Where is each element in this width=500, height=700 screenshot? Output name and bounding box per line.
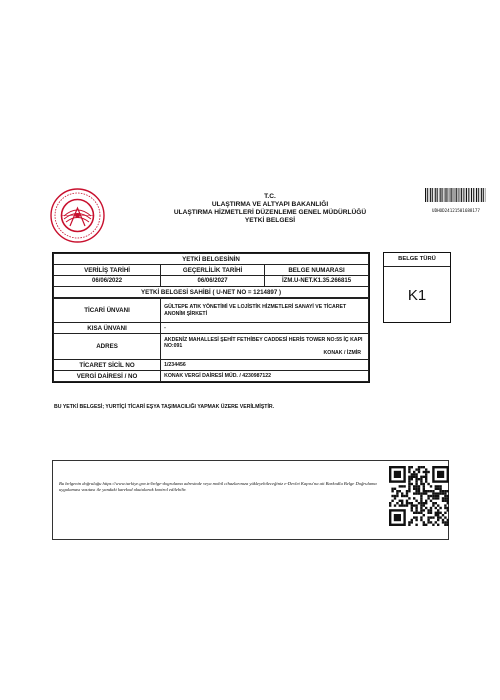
address-value: AKDENİZ MAHALLESİ ŞEHİT FETHİBEY CADDESİ HERİS TOWER NO:55 İÇ KAPI NO:091 (164, 336, 363, 350)
barcode-text: UDHOD24121501688177 (432, 208, 480, 213)
table-title: YETKİ BELGESİNİN (54, 254, 369, 265)
document-type-label: BELGE TÜRÜ (384, 253, 450, 267)
ministry-seal-logo (50, 188, 105, 243)
barcode-bars (425, 188, 487, 202)
header-ministry: ULAŞTIRMA VE ALTYAPI BAKANLIĞI (211, 201, 329, 208)
tax-office-value: KONAK VERGİ DAİRESİ MÜD. / 4230987122 (161, 371, 369, 382)
authorization-note: BU YETKİ BELGESİ; YURTİÇİ TİCARİ EŞYA TAŞIMACILIĞI YAPMAK ÜZERE VERİLMİŞTİR. (54, 404, 275, 410)
col-issue-date-header: VERİLİŞ TARİHİ (54, 265, 161, 276)
trade-name-label: TİCARİ ÜNVANI (54, 299, 161, 323)
short-name-label: KISA ÜNVANI (54, 323, 161, 334)
col-number-header: BELGE NUMARASI (265, 265, 369, 276)
owner-header: YETKİ BELGESİ SAHİBİ ( U-NET NO = 1214897 ) (54, 287, 369, 298)
col-valid-date-header: GEÇERLİLİK TARİHİ (161, 265, 265, 276)
document-type-box (383, 252, 451, 323)
short-name-value: - (161, 323, 369, 334)
trade-registry-label: TİCARET SİCİL NO (54, 360, 161, 371)
tax-office-label: VERGİ DAİRESİ / NO (54, 371, 161, 382)
qr-code-icon (389, 466, 449, 526)
header-directorate: ULAŞTIRMA HİZMETLERİ DÜZENLEME GENEL MÜDÜRLÜĞÜ (173, 209, 367, 216)
document-type-value: K1 (407, 287, 427, 304)
valid-date-value: 06/06/2027 (161, 276, 265, 287)
header-tc: T.C. (264, 193, 276, 200)
header-doc-title: YETKİ BELGESİ (244, 217, 296, 224)
document-number-value: İZM.U-NET.K1.35.266815 (265, 276, 369, 287)
address-label: ADRES (54, 334, 161, 360)
issue-date-value: 06/06/2022 (54, 276, 161, 287)
trade-name-value: GÜLTEPE ATIK YÖNETİMİ VE LOJİSTİK HİZMETLERİ SANAYİ VE TİCARET ANONİM ŞİRKETİ (161, 299, 369, 323)
verification-box (52, 460, 449, 540)
verification-text: Bu belgenin doğruluğu https://www.turkiye.gov.tr/belge-dogrulama adresinde veya mobil cihazlarınıza yükleyebileceğiniz e-Devlet Kapısı'na ait Barkodlu Belge Doğrulama uygulaması vasıtası ile yandaki karekod okutularak kontrol edilebilir. (59, 481, 377, 493)
address-district: KONAK / İZMİR (323, 349, 361, 356)
barcode (425, 188, 487, 213)
authorization-table (52, 252, 370, 383)
trade-registry-value: 1/234456 (161, 360, 369, 371)
